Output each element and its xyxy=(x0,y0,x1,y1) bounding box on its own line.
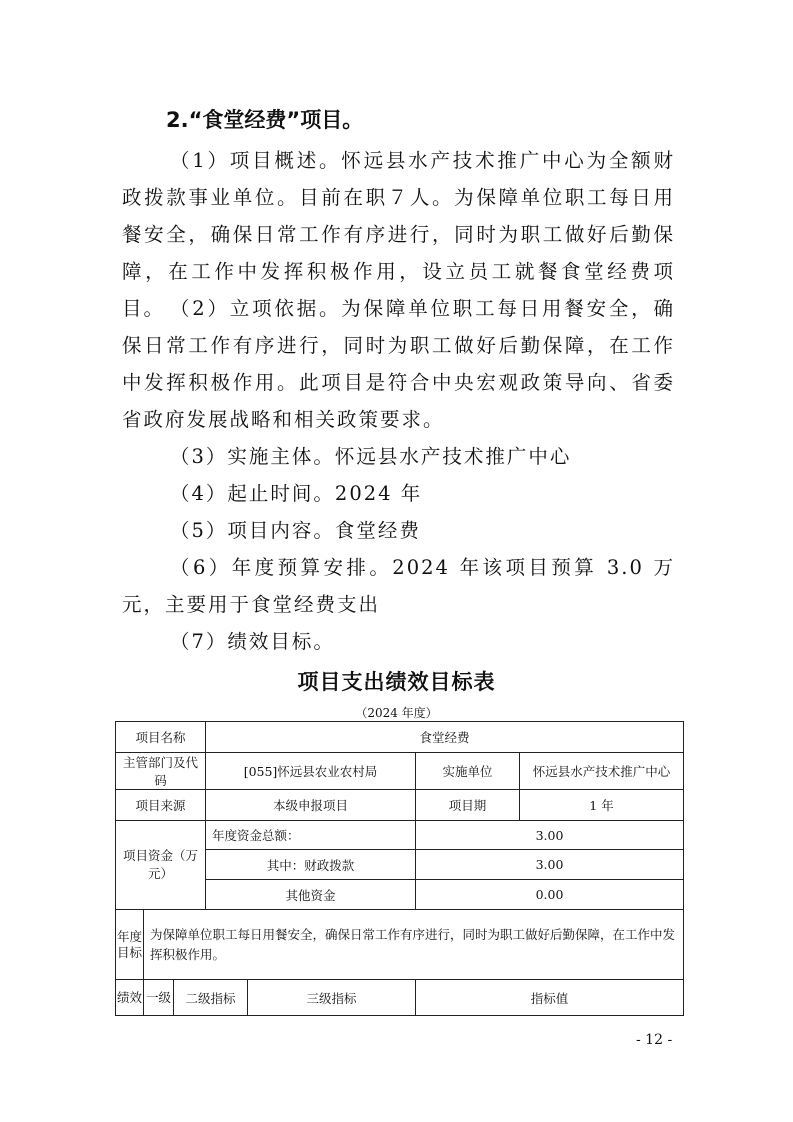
paragraph-budget: （6）年度预算安排。2024 年该项目预算 3.0 万元，主要用于食堂经费支出 xyxy=(122,556,675,616)
paragraph-overview: （1）项目概述。怀远县水产技术推广中心为全额财政拨款事业单位。目前在职７人。为保障单位职工每日用餐安全，确保日常工作有序进行，同时为职工做好后勤保障，在工作中发挥积极作用，设立员工就餐食堂经费项目。 xyxy=(122,149,675,320)
paragraph-subject: （3）实施主体。怀远县水产技术推广中心 xyxy=(170,445,572,468)
dept-value: [055]怀远县农业农村局 xyxy=(206,753,416,790)
funds-other-value: 0.00 xyxy=(416,880,684,910)
section-heading: 2.“食堂经费”项目。 xyxy=(166,108,364,132)
source-label: 项目来源 xyxy=(116,790,206,821)
value-label: 指标值 xyxy=(416,980,684,1016)
annual-target-value: 为保障单位职工每日用餐安全，确保日常工作有序进行，同时为职工做好后勤保障，在工作中发挥积极作用。 xyxy=(144,910,684,980)
funds-label: 项目资金（万元） xyxy=(116,821,206,910)
table-row xyxy=(116,790,684,821)
source-value: 本级申报项目 xyxy=(206,790,416,821)
project-name-value: 食堂经费 xyxy=(206,722,684,753)
funds-total-label: 年度资金总额： xyxy=(206,821,416,850)
impl-value: 怀远县水产技术推广中心 xyxy=(520,753,684,790)
funds-fiscal-label: 其中：财政拨款 xyxy=(206,850,416,880)
perf-label: 绩效 xyxy=(116,980,144,1016)
page-number: - 12 - xyxy=(636,1032,673,1048)
funds-fiscal-value: 3.00 xyxy=(416,850,684,880)
table-row xyxy=(116,910,684,980)
dept-label: 主管部门及代码 xyxy=(116,753,206,790)
period-label: 项目期 xyxy=(416,790,520,821)
paragraph-content: （5）项目内容。食堂经费 xyxy=(170,519,421,542)
table-row xyxy=(116,980,684,1016)
period-value: 1 年 xyxy=(520,790,684,821)
level2-label: 二级指标 xyxy=(174,980,248,1016)
paragraph-period: （4）起止时间。2024 年 xyxy=(170,482,423,505)
funds-other-label: 其他资金 xyxy=(206,880,416,910)
table-row xyxy=(116,753,684,790)
performance-table xyxy=(115,721,684,1016)
project-name-label: 项目名称 xyxy=(116,722,206,753)
table-row xyxy=(116,722,684,753)
impl-label: 实施单位 xyxy=(416,753,520,790)
paragraph-basis: （2）立项依据。为保障单位职工每日用餐安全，确保日常工作有序进行，同时为职工做好后勤保障，在工作中发挥积极作用。此项目是符合中央宏观政策导向、省委省政府发展战略和相关政策要求。 xyxy=(122,297,675,431)
table-title: 项目支出绩效目标表 xyxy=(297,670,496,694)
annual-target-label: 年度目标 xyxy=(116,910,144,980)
table-subtitle: （2024 年度） xyxy=(355,706,438,720)
paragraph-goal: （7）绩效目标。 xyxy=(170,630,335,653)
funds-total-value: 3.00 xyxy=(416,821,684,850)
level3-label: 三级指标 xyxy=(248,980,416,1016)
table-row xyxy=(116,821,684,850)
level1-label: 一级 xyxy=(144,980,174,1016)
